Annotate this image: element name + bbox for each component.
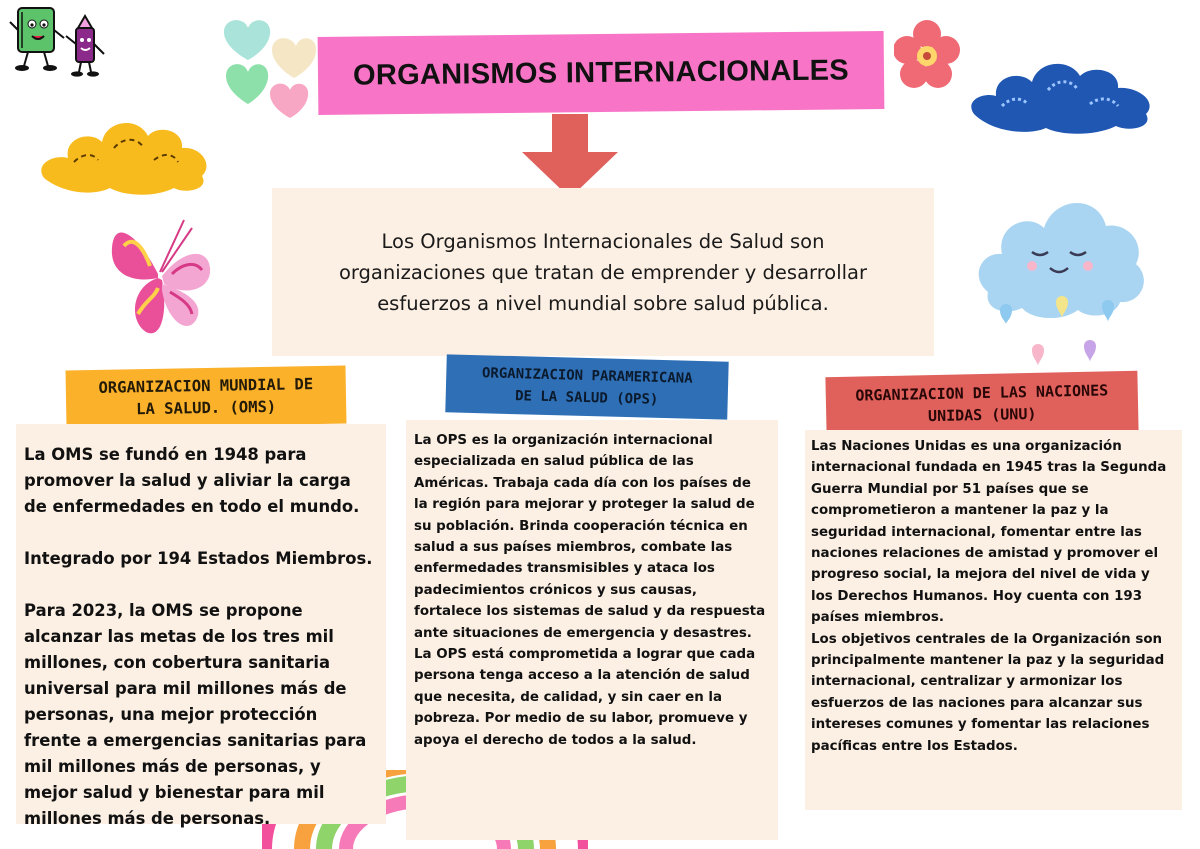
ops-header-line-1: ORGANIZACION PARAMERICANA [481, 365, 693, 387]
unu-paragraph-description: Las Naciones Unidas es una organización internacional fundada en 1945 tras la Segunda Guerra Mundial por 51 países que se comprometieron a mantener la paz y la seguridad internacional, fomentar entre las naciones relaciones de amistad y promover el progreso social, la mejora del nivel de vida y los Derechos Humanos. Hoy cuenta con 193 países miembros. [811, 439, 1167, 626]
hearts-icon [214, 12, 324, 122]
yellow-cloud-icon [34, 108, 216, 198]
oms-paragraph-goals: Para 2023, la OMS se propone alcanzar las metas de los tres mil millones, con cobertura sanitaria universal para mil millones más de personas, una mejor protección frente a emergencias sanitarias para mil millones más de personas, y mejor salud y bienestar para mil millones más de personas. [24, 601, 367, 828]
ops-header-line-2: DE LA SALUD (OPS) [514, 388, 659, 408]
intro-line-3: esfuerzos a nivel mundial sobre salud pública. [377, 291, 829, 315]
blue-cloud-icon [962, 48, 1162, 136]
ops-content-box [406, 420, 778, 840]
ops-header [445, 354, 728, 419]
butterfly-icon [108, 214, 218, 340]
unu-header-line-1: ORGANIZACION DE LAS NACIONES [855, 381, 1109, 405]
ops-paragraph-description: La OPS es la organización internacional especializada en salud pública de las Américas. Trabaja cada día con los países de la región para mejorar y proteger la salud de su población. Brinda cooperación técnica en salud a sus países miembros, combate las enfermedades transmisibles y ataca los padecimientos crónicos y sus causas, fortalece los sistemas de salud y da respuesta ante situaciones de emergencia y desastres. [414, 433, 766, 641]
intro-box [272, 188, 934, 356]
unu-header-line-2: UNIDAS (UNU) [927, 404, 1037, 426]
oms-header-line-2: LA SALUD. (OMS) [136, 397, 277, 419]
oms-content-box [16, 424, 386, 828]
flower-icon [894, 18, 960, 100]
page-title: ORGANISMOS INTERNACIONALES [352, 53, 850, 92]
title-banner [318, 31, 885, 115]
oms-paragraph-founded: La OMS se fundó en 1948 para promover la salud y aliviar la carga de enfermedades en todo el mundo. [24, 445, 360, 516]
smiling-cloud-icon [970, 174, 1150, 370]
unu-paragraph-objectives: Los objetivos centrales de la Organización son principalmente mantener la paz y la seguridad internacional, centralizar y armonizar los esfuerzos de las naciones para alcanzar sus intereses comunes y fomentar las relaciones pacíficas entre los Estados. [811, 631, 1165, 754]
intro-line-1: Los Organismos Internacionales de Salud son [381, 229, 825, 253]
unu-header [825, 371, 1138, 438]
unu-content-box [805, 430, 1182, 810]
marker-character-icon [62, 14, 108, 78]
oms-header-line-1: ORGANIZACION MUNDIAL DE [98, 375, 314, 397]
notebook-character-icon [8, 4, 70, 76]
intro-text [339, 226, 867, 319]
down-arrow-icon [522, 114, 618, 198]
oms-header [66, 366, 347, 429]
oms-paragraph-members: Integrado por 194 Estados Miembros. [24, 549, 373, 568]
intro-line-2: organizaciones que tratan de emprender y desarrollar [338, 260, 868, 284]
ops-paragraph-commitment: La OPS está comprometida a lograr que cada persona tenga acceso a la atención de salud que necesita, de calidad, y sin caer en la pobreza. Por medio de su labor, promueve y apoya el derecho de todos a la salud. [414, 647, 756, 748]
